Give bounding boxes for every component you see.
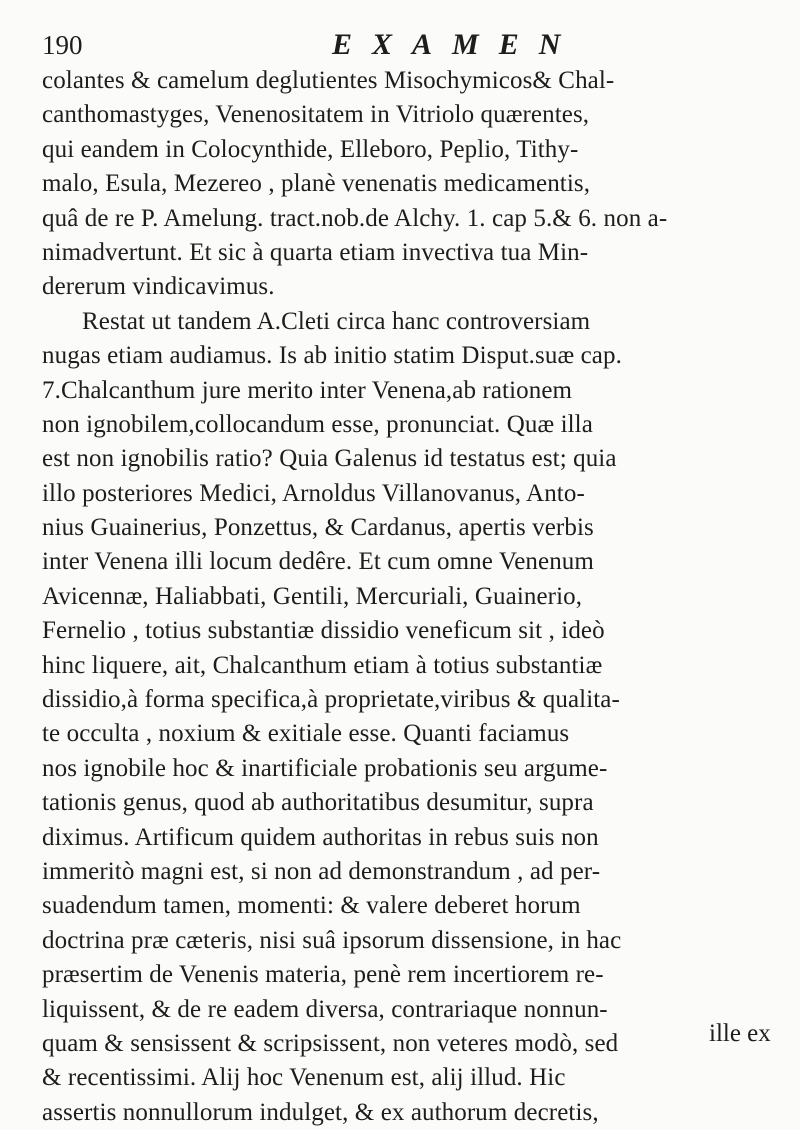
page-number: 190 (42, 30, 83, 60)
text-line: inter Venena illi locum dedêre. Et cum omne Venenum (42, 548, 594, 576)
text-line: diximus. Artificum quidem authoritas in rebus suis non (42, 823, 599, 851)
text-line: immeritò magni est, si non ad demonstrandum , ad per- (42, 857, 601, 885)
body-text (42, 64, 772, 1130)
text-line: illo posteriores Medici, Arnoldus Villanovanus, Anto- (42, 479, 585, 507)
text-line: præsertim de Venenis materia, penè rem incertiorem re- (42, 961, 604, 989)
catchword: ille ex (709, 1020, 771, 1047)
text-line: te occulta , noxium & exitiale esse. Quanti faciamus (42, 720, 570, 748)
text-line: quam & sensissent & scripsissent, non veteres modò, sed (42, 1029, 619, 1057)
text-line: Avicennæ, Haliabbati, Gentili, Mercuriali, Guainerio, (42, 582, 583, 610)
text-line: nugas etiam audiamus. Is ab initio statim Disput.suæ cap. (42, 342, 622, 370)
text-line: non ignobilem,collocandum esse, pronunciat. Quæ illa (42, 410, 593, 438)
text-line: est non ignobilis ratio? Quia Galenus id testatus est; quia (42, 445, 617, 473)
text-line: suadendum tamen, momenti: & valere deberet horum (42, 892, 581, 920)
text-line: liquissent, & de re eadem diversa, contrariaque nonnun- (42, 995, 608, 1023)
text-line: quâ de re P. Amelung. tract.nob.de Alchy. 1. cap 5.& 6. non a- (42, 204, 668, 232)
text-line: hinc liquere, ait, Chalcanthum etiam à totius substantiæ (42, 651, 603, 679)
text-line: canthomastyges, Venenositatem in Vitriolo quærentes, (42, 101, 590, 129)
text-line: qui eandem in Colocynthide, Elleboro, Peplio, Tithy- (42, 135, 579, 163)
paragraph-start-line: Restat ut tandem A.Cleti circa hanc controversiam (82, 307, 591, 335)
running-head: EXAMEN (332, 28, 581, 61)
text-line: dissidio,à forma specifica,à proprietate,viribus & qualita- (42, 686, 620, 714)
text-line: dererum vindicavimus. (42, 273, 275, 301)
text-line: nius Guainerius, Ponzettus, & Cardanus, apertis verbis (42, 514, 594, 542)
text-line: malo, Esula, Mezereo , planè venenatis medicamentis, (42, 170, 591, 198)
text-line: Fernelio , totius substantiæ dissidio veneficum sit , ideò (42, 617, 605, 645)
page-header (42, 28, 772, 68)
text-line: colantes & camelum deglutientes Misochymicos& Chal- (42, 67, 615, 94)
text-line: & recentissimi. Alij hoc Venenum est, alij illud. Hic (42, 1064, 566, 1092)
text-line: nimadvertunt. Et sic à quarta etiam invectiva tua Min- (42, 238, 589, 266)
text-line: tationis genus, quod ab authoritatibus desumitur, supra (42, 789, 594, 817)
text-line: 7.Chalcanthum jure merito inter Venena,ab rationem (42, 376, 573, 404)
text-line: nos ignobile hoc & inartificiale probationis seu argume- (42, 754, 608, 782)
text-line: assertis nonnullorum indulget, & ex authorum decretis, (42, 1098, 599, 1126)
text-line: doctrina præ cæteris, nisi suâ ipsorum dissensione, in hac (42, 926, 622, 954)
